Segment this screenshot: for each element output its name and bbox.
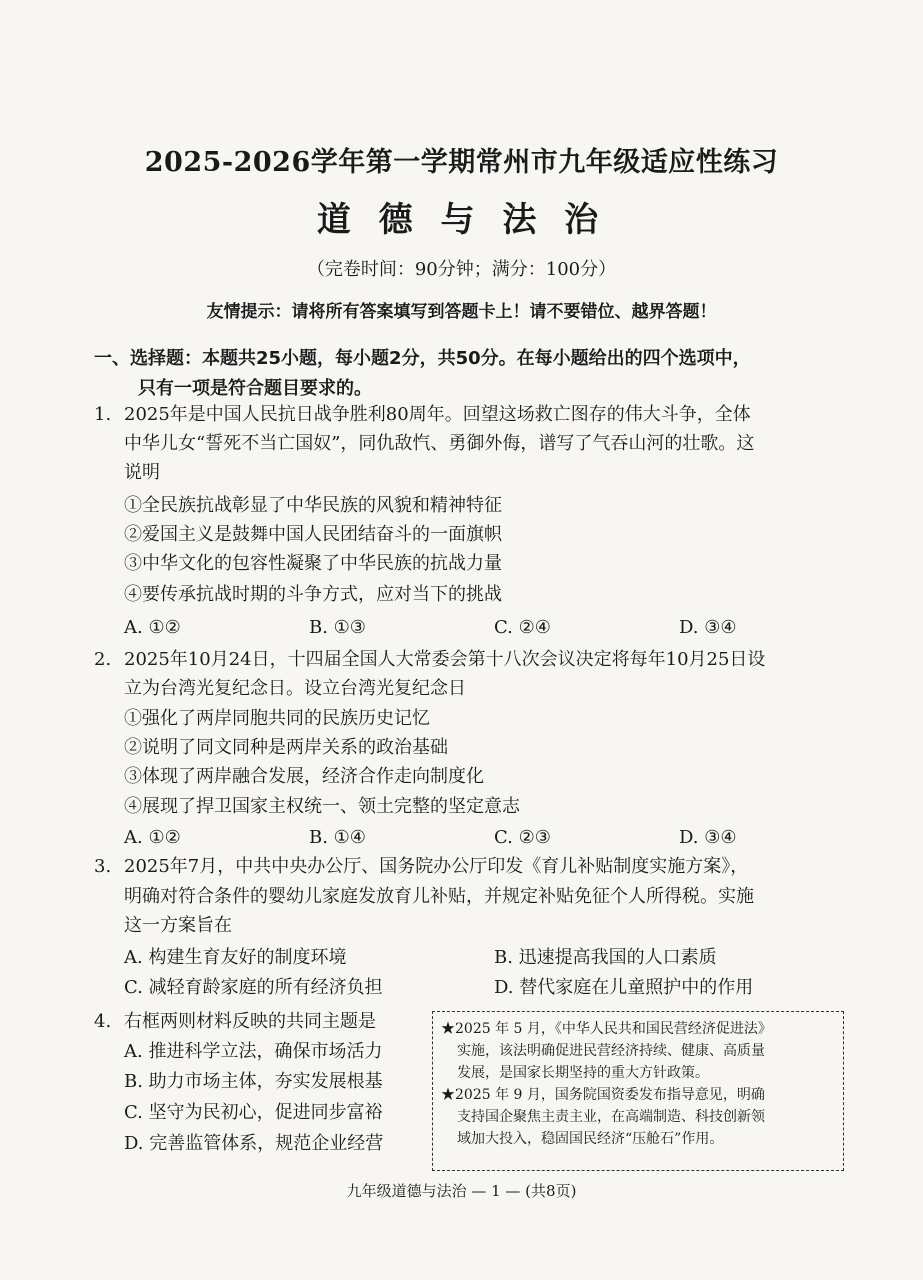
q3-option-d: D. 替代家庭在儿童照护中的作用 bbox=[494, 977, 754, 998]
q1-item-2: ②爱国主义是鼓舞中国人民团结奋斗的一面旗帜 bbox=[124, 524, 502, 545]
q1-item-4: ④要传承抗战时期的斗争方式，应对当下的挑战 bbox=[124, 584, 502, 605]
q3-option-c: C. 减轻育龄家庭的所有经济负担 bbox=[124, 977, 383, 998]
q1-option-d: D. ③④ bbox=[679, 617, 737, 638]
q2-item-4: ④展现了捍卫国家主权统一、领土完整的坚定意志 bbox=[124, 796, 520, 817]
q1-option-b: B. ①③ bbox=[309, 617, 366, 638]
material-1: ★2025 年 5 月，《中华人民共和国民营经济促进法》 实施，该法明确促进民营经济持续、健康、高质量 发展，是国家长期坚持的重大方针政策。 bbox=[441, 1021, 772, 1081]
exam-title: 2025-2026学年第一学期常州市九年级适应性练习 bbox=[144, 147, 779, 178]
subject-title: 道 德 与 法 治 bbox=[316, 200, 607, 240]
q1-stem-line2: 中华儿女“誓死不当亡国奴”，同仇敌忾、勇御外侮，谱写了气吞山河的壮歌。这 bbox=[124, 433, 755, 454]
q2-item-1: ①强化了两岸同胞共同的民族历史记忆 bbox=[124, 708, 430, 729]
exam-info: （完卷时间：90分钟；满分：100分） bbox=[306, 259, 617, 280]
friendly-tip: 友情提示：请将所有答案填写到答题卡上！请不要错位、越界答题！ bbox=[206, 302, 717, 322]
q4-number: 4. bbox=[94, 1011, 112, 1032]
q2-stem-line1: 2. 2025年10月24日，十四届全国人大常委会第十八次会议决定将每年10月25日设 bbox=[94, 646, 854, 674]
q4-option-a: A. 推进科学立法，确保市场活力 bbox=[124, 1041, 383, 1062]
q3-number: 3. bbox=[94, 856, 112, 877]
q1-option-c: C. ②④ bbox=[494, 617, 551, 638]
q3-option-b: B. 迅速提高我国的人口素质 bbox=[494, 947, 717, 968]
q3-stem-line3: 这一方案旨在 bbox=[124, 915, 232, 936]
q3-stem-line1: 3. 2025年7月，中共中央办公厅、国务院办公厅印发《育儿补贴制度实施方案》， bbox=[94, 853, 854, 881]
q2-stem-line2: 立为台湾光复纪念日。设立台湾光复纪念日 bbox=[124, 678, 466, 699]
q2-option-a: A. ①② bbox=[124, 827, 181, 848]
section-heading-line2: 只有一项是符合题目要求的。 bbox=[138, 378, 372, 399]
section-heading-line1: 一、选择题：本题共25小题，每小题2分，共50分。在每小题给出的四个选项中， bbox=[94, 348, 751, 369]
q2-number: 2. bbox=[94, 649, 112, 670]
q2-item-3: ③体现了两岸融合发展，经济合作走向制度化 bbox=[124, 766, 484, 787]
q4-option-c: C. 坚守为民初心，促进同步富裕 bbox=[124, 1102, 383, 1123]
q3-stem-line2: 明确对符合条件的婴幼儿家庭发放育儿补贴，并规定补贴免征个人所得税。实施 bbox=[124, 886, 754, 907]
q1-stem-line3: 说明 bbox=[124, 462, 160, 483]
material-box bbox=[432, 1011, 844, 1171]
q2-option-d: D. ③④ bbox=[679, 827, 737, 848]
q1-item-1: ①全民族抗战彰显了中华民族的风貌和精神特征 bbox=[124, 495, 502, 516]
q1-option-a: A. ①② bbox=[124, 617, 181, 638]
q2-option-c: C. ②③ bbox=[494, 827, 551, 848]
page-footer: 九年级道德与法治 — 1 — (共8页) bbox=[346, 1182, 577, 1200]
q2-item-2: ②说明了同文同种是两岸关系的政治基础 bbox=[124, 737, 448, 758]
q4-option-d: D. 完善监管体系，规范企业经营 bbox=[124, 1133, 384, 1154]
q3-option-a: A. 构建生育友好的制度环境 bbox=[124, 947, 347, 968]
q2-option-b: B. ①④ bbox=[309, 827, 366, 848]
q4-stem: 4. 右框两则材料反映的共同主题是 bbox=[94, 1008, 424, 1036]
section-heading bbox=[94, 344, 854, 404]
q4-option-b: B. 助力市场主体，夯实发展根基 bbox=[124, 1071, 383, 1092]
q1-number: 1. bbox=[94, 404, 112, 425]
material-2: ★2025 年 9 月，国务院国资委发布指导意见，明确 支持国企聚焦主责主业，在高端制造、科技创新领 域加大投入，稳固国民经济“压舱石”作用。 bbox=[441, 1087, 765, 1147]
q1-item-3: ③中华文化的包容性凝聚了中华民族的抗战力量 bbox=[124, 553, 502, 574]
q1-stem-line1: 1. 2025年是中国人民抗日战争胜利80周年。回望这场救亡图存的伟大斗争，全体 bbox=[94, 401, 854, 429]
